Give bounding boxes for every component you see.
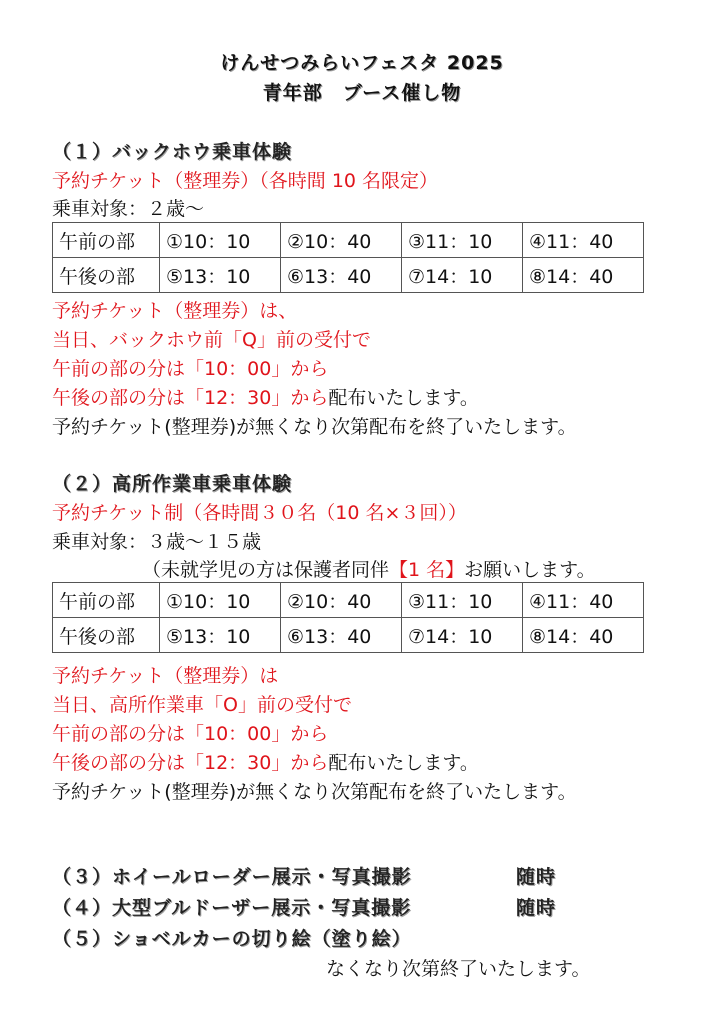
pm-label: 午後の部 xyxy=(53,258,160,293)
item5-note: なくなり次第終了いたします。 xyxy=(326,958,591,980)
section1-note-4 xyxy=(52,383,479,410)
section2-note-2: 当日、高所作業車「O」前の受付で xyxy=(52,694,352,716)
time-slot: ③11：10 xyxy=(402,583,523,618)
time-slot: ⑦14：10 xyxy=(402,258,523,293)
section2-reservation: 予約チケット制（各時間３０名（10 名×３回）） xyxy=(52,502,467,524)
item4-note: 随時 xyxy=(516,897,557,919)
item3: （３）ホイールローダー展示・写真撮影 xyxy=(52,866,412,888)
guardian-post: お願いします。 xyxy=(464,559,596,581)
time-slot: ①10：10 xyxy=(160,223,281,258)
note-red-part: 午後の部の分は「12：30」から xyxy=(52,387,329,409)
page-title: けんせつみらいフェスタ 2025 xyxy=(220,52,504,74)
section2-target: 乗車対象：３歳～１５歳 xyxy=(52,531,262,553)
section1-note-1: 予約チケット（整理券）は、 xyxy=(52,300,298,322)
section2-schedule-table xyxy=(52,582,644,653)
time-slot: ⑦14：10 xyxy=(402,618,523,653)
time-slot: ①10：10 xyxy=(160,583,281,618)
time-slot: ⑥13：40 xyxy=(281,618,402,653)
section1-schedule-table xyxy=(52,222,644,293)
time-slot: ④11：40 xyxy=(523,583,644,618)
guardian-pre: （未就学児の方は保護者同伴 xyxy=(142,559,390,581)
section1-target: 乗車対象：２歳～ xyxy=(52,198,205,220)
table-row xyxy=(53,223,644,258)
time-slot: ③11：10 xyxy=(402,223,523,258)
time-slot: ②10：40 xyxy=(281,223,402,258)
item5: （５）ショベルカーの切り絵（塗り絵） xyxy=(52,928,412,950)
time-slot: ⑥13：40 xyxy=(281,258,402,293)
note-black-part: 配布いたします。 xyxy=(328,752,479,774)
pm-label: 午後の部 xyxy=(53,618,160,653)
section2-note-5: 予約チケット(整理券)が無くなり次第配布を終了いたします。 xyxy=(52,781,577,803)
section1-reservation: 予約チケット（整理券）（各時間 10 名限定） xyxy=(52,170,439,192)
table-row xyxy=(53,258,644,293)
section1-note-5: 予約チケット(整理券)が無くなり次第配布を終了いたします。 xyxy=(52,416,577,438)
note-red-part: 午後の部の分は「12：30」から xyxy=(52,752,329,774)
table-row xyxy=(53,618,644,653)
am-label: 午前の部 xyxy=(53,223,160,258)
guardian-mark: 【1 名】 xyxy=(389,559,465,581)
time-slot: ⑤13：10 xyxy=(160,258,281,293)
item4: （４）大型ブルドーザー展示・写真撮影 xyxy=(52,897,412,919)
page-subtitle: 青年部 ブース催し物 xyxy=(262,82,462,104)
time-slot: ④11：40 xyxy=(523,223,644,258)
section2-heading: （２）高所作業車乗車体験 xyxy=(52,473,293,495)
time-slot: ⑧14：40 xyxy=(523,618,644,653)
section2-note-3: 午前の部の分は「10：00」から xyxy=(52,723,329,745)
item3-note: 随時 xyxy=(516,866,557,888)
am-label: 午前の部 xyxy=(53,583,160,618)
section2-note-1: 予約チケット（整理券）は xyxy=(52,665,279,687)
section2-note-4 xyxy=(52,748,479,775)
time-slot: ⑤13：10 xyxy=(160,618,281,653)
section1-note-2: 当日、バックホウ前「Q」前の受付で xyxy=(52,329,371,351)
note-black-part: 配布いたします。 xyxy=(328,387,479,409)
table-row xyxy=(53,583,644,618)
time-slot: ②10：40 xyxy=(281,583,402,618)
section2-guardian-note xyxy=(142,555,596,582)
time-slot: ⑧14：40 xyxy=(523,258,644,293)
section1-heading: （１）バックホウ乗車体験 xyxy=(52,141,293,163)
section1-note-3: 午前の部の分は「10：00」から xyxy=(52,358,329,380)
